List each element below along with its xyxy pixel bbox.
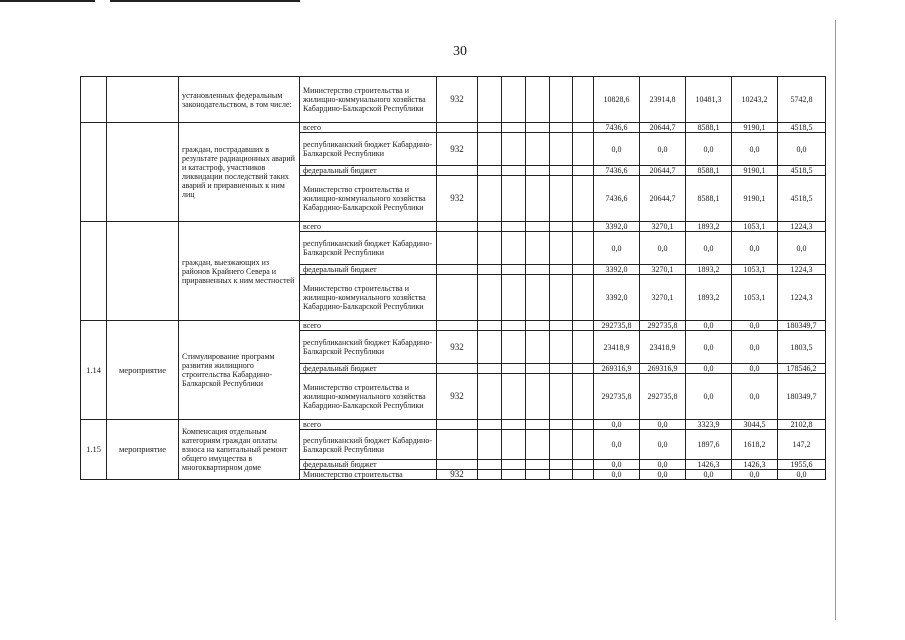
value-cell: 147,2: [778, 430, 826, 460]
value-cell: 5742,8: [778, 77, 826, 123]
value-cell: 0,0: [732, 331, 778, 364]
source-federal: федеральный бюджет: [300, 364, 437, 374]
item-kind-cell: [107, 77, 179, 123]
item-description: Компенсация отдельным категориям граждан оплаты взноса на капитальный ремонт общего имущества в многоквартирном доме: [179, 420, 300, 480]
value-cell: 1893,2: [686, 265, 732, 275]
value-cell: 269316,9: [594, 364, 640, 374]
value-cell: 0,0: [778, 470, 826, 480]
value-cell: 0,0: [640, 420, 686, 430]
value-cell: 3270,1: [640, 265, 686, 275]
scan-artifact-line: [110, 0, 300, 2]
value-cell: 1955,6: [778, 460, 826, 470]
value-cell: 0,0: [594, 420, 640, 430]
value-cell: 0,0: [686, 470, 732, 480]
budget-table: [80, 76, 826, 480]
value-cell: 1426,3: [686, 460, 732, 470]
source-federal: федеральный бюджет: [300, 460, 437, 470]
value-cell: 292735,8: [640, 374, 686, 420]
code-cell: 932: [437, 133, 478, 166]
source-total: всего: [300, 123, 437, 133]
value-cell: 1224,3: [778, 275, 826, 321]
item-kind: мероприятие: [107, 321, 179, 420]
item-description: граждан, выезжающих из районов Крайнего Севера и приравненных к ним местностей: [179, 222, 300, 321]
value-cell: 0,0: [640, 133, 686, 166]
value-cell: 1803,5: [778, 331, 826, 364]
code-cell: 932: [437, 470, 478, 480]
value-cell: 0,0: [640, 470, 686, 480]
value-cell: 4518,5: [778, 176, 826, 222]
value-cell: 1053,1: [732, 275, 778, 321]
value-cell: 20644,7: [640, 166, 686, 176]
value-cell: 292735,8: [594, 321, 640, 331]
value-cell: 0,0: [594, 470, 640, 480]
value-cell: 3270,1: [640, 275, 686, 321]
value-cell: 0,0: [732, 374, 778, 420]
source-ministry: Министерство строительства и жилищно-коммунального хозяйства Кабардино-Балкарской Республики: [300, 77, 437, 123]
item-number: 1.14: [81, 321, 107, 420]
value-cell: 3323,9: [686, 420, 732, 430]
value-cell: 0,0: [594, 460, 640, 470]
value-cell: 0,0: [640, 460, 686, 470]
value-cell: 0,0: [640, 430, 686, 460]
value-cell: 9190,1: [732, 176, 778, 222]
value-cell: 10828,6: [594, 77, 640, 123]
value-cell: 2102,8: [778, 420, 826, 430]
value-cell: 1897,6: [686, 430, 732, 460]
value-cell: 7436,6: [594, 166, 640, 176]
value-cell: 4518,5: [778, 123, 826, 133]
source-ministry: Министерство строительства и жилищно-коммунального хозяйства Кабардино-Балкарской Республики: [300, 176, 437, 222]
value-cell: 23914,8: [640, 77, 686, 123]
item-description: Стимулирование программ развития жилищного строительства Кабардино-Балкарской Республики: [179, 321, 300, 420]
source-republic: республиканский бюджет Кабардино- Балкарской Республики: [300, 133, 437, 166]
code-cell: 932: [437, 77, 478, 123]
value-cell: 180349,7: [778, 321, 826, 331]
value-cell: 3044,5: [732, 420, 778, 430]
value-cell: 23418,9: [594, 331, 640, 364]
value-cell: 180349,7: [778, 374, 826, 420]
source-ministry: Министерство строительства и жилищно-коммунального хозяйства Кабардино-Балкарской Республики: [300, 275, 437, 321]
table-row: [81, 222, 826, 232]
value-cell: 0,0: [778, 133, 826, 166]
value-cell: 1426,3: [732, 460, 778, 470]
value-cell: 0,0: [732, 321, 778, 331]
table-row: [81, 123, 826, 133]
value-cell: 292735,8: [594, 374, 640, 420]
value-cell: 0,0: [686, 232, 732, 265]
value-cell: 0,0: [594, 232, 640, 265]
value-cell: 1053,1: [732, 265, 778, 275]
value-cell: 10243,2: [732, 77, 778, 123]
value-cell: 0,0: [594, 133, 640, 166]
value-cell: 8588,1: [686, 176, 732, 222]
value-cell: 1053,1: [732, 222, 778, 232]
value-cell: 0,0: [732, 133, 778, 166]
value-cell: 0,0: [778, 232, 826, 265]
value-cell: 0,0: [732, 470, 778, 480]
value-cell: 20644,7: [640, 176, 686, 222]
item-kind: мероприятие: [107, 420, 179, 480]
table-row: [81, 420, 826, 430]
table-row: [81, 321, 826, 331]
page-number: 30: [453, 44, 467, 59]
scan-artifact-line: [0, 0, 95, 2]
source-federal: федеральный бюджет: [300, 166, 437, 176]
value-cell: 3392,0: [594, 265, 640, 275]
code-cell: 932: [437, 176, 478, 222]
scan-artifact-line: [835, 20, 836, 620]
value-cell: 9190,1: [732, 166, 778, 176]
value-cell: 0,0: [686, 374, 732, 420]
value-cell: 3270,1: [640, 222, 686, 232]
value-cell: 0,0: [732, 232, 778, 265]
value-cell: 8588,1: [686, 123, 732, 133]
value-cell: 10481,3: [686, 77, 732, 123]
source-total: всего: [300, 321, 437, 331]
value-cell: 8588,1: [686, 166, 732, 176]
value-cell: 0,0: [686, 331, 732, 364]
value-cell: 0,0: [686, 321, 732, 331]
value-cell: 7436,6: [594, 123, 640, 133]
value-cell: 0,0: [732, 364, 778, 374]
value-cell: 20644,7: [640, 123, 686, 133]
item-number-cell: [81, 77, 107, 123]
value-cell: 1618,2: [732, 430, 778, 460]
value-cell: 4518,5: [778, 166, 826, 176]
value-cell: 3392,0: [594, 222, 640, 232]
code-cell: 932: [437, 331, 478, 364]
code-cell: 932: [437, 374, 478, 420]
value-cell: 0,0: [594, 430, 640, 460]
source-ministry: Министерство строительства: [300, 470, 437, 480]
value-cell: 0,0: [640, 232, 686, 265]
value-cell: 1224,3: [778, 222, 826, 232]
value-cell: 1224,3: [778, 265, 826, 275]
item-description: граждан, пострадавших в результате радиационных аварий и катастроф, участников ликвидации последствий таких аварий и приравненных к ним лиц: [179, 123, 300, 222]
value-cell: 23418,9: [640, 331, 686, 364]
value-cell: 292735,8: [640, 321, 686, 331]
value-cell: 3392,0: [594, 275, 640, 321]
value-cell: 1893,2: [686, 222, 732, 232]
source-republic: республиканский бюджет Кабардино- Балкарской Республики: [300, 232, 437, 265]
value-cell: 178546,2: [778, 364, 826, 374]
source-republic: республиканский бюджет Кабардино- Балкарской Республики: [300, 331, 437, 364]
value-cell: 0,0: [686, 133, 732, 166]
source-federal: федеральный бюджет: [300, 265, 437, 275]
value-cell: 7436,6: [594, 176, 640, 222]
value-cell: 269316,9: [640, 364, 686, 374]
source-republic: республиканский бюджет Кабардино- Балкарской Республики: [300, 430, 437, 460]
source-ministry: Министерство строительства и жилищно-коммунального хозяйства Кабардино-Балкарской Республики: [300, 374, 437, 420]
table-row: [81, 77, 826, 123]
value-cell: 0,0: [686, 364, 732, 374]
value-cell: 9190,1: [732, 123, 778, 133]
item-description: установленных федеральным законодательством, в том числе:: [179, 77, 300, 123]
source-total: всего: [300, 420, 437, 430]
source-total: всего: [300, 222, 437, 232]
value-cell: 1893,2: [686, 275, 732, 321]
item-number: 1.15: [81, 420, 107, 480]
